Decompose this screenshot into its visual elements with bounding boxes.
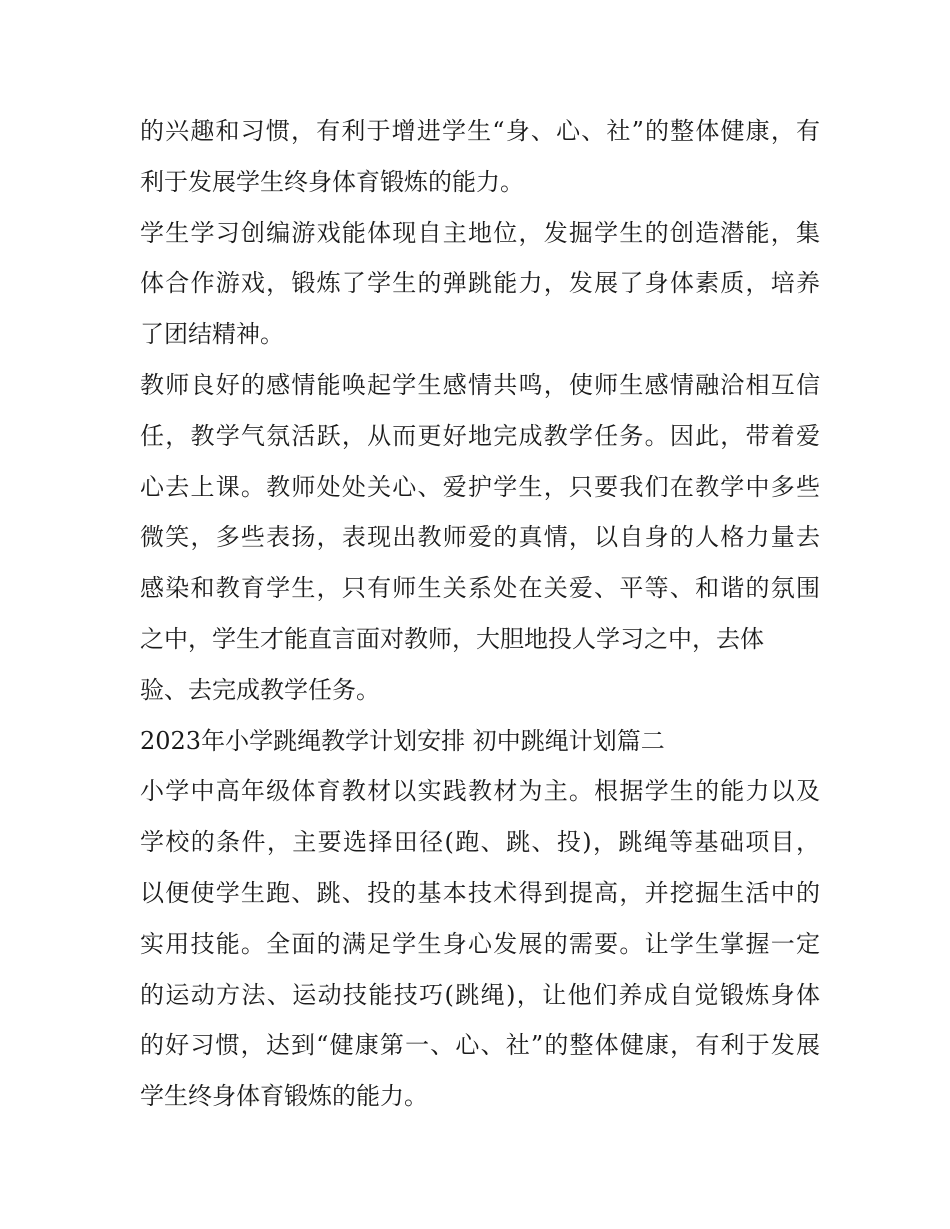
text-line: 学校的条件，主要选择田径(跑、跳、投)，跳绳等基础项目，	[140, 828, 820, 857]
text-line: 感染和教育学生，只有师生关系处在关爱、平等、和谐的氛围	[140, 574, 820, 603]
text-line: 之中，学生才能直言面对教师，大胆地投人学习之中，去体	[140, 624, 764, 653]
document-body	[140, 106, 820, 1122]
text-line: 的兴趣和习惯，有利于增进学生“身、心、社”的整体健康，有	[140, 117, 820, 145]
paragraph-1	[140, 106, 820, 208]
text-line: 的好习惯，达到“健康第一、心、社”的整体健康，有利于发展	[140, 1031, 820, 1060]
text-line: 教师良好的感情能唤起学生感情共鸣，使师生感情融洽相互信	[140, 370, 820, 399]
text-line: 以便使学生跑、跳、投的基本技术得到提高，并挖掘生活中的	[140, 878, 820, 907]
text-line: 学生终身体育锻炼的能力。	[140, 1082, 428, 1111]
paragraph-3	[140, 360, 820, 716]
text-line: 任，教学气氛活跃，从而更好地完成教学任务。因此，带着爱	[140, 421, 820, 450]
section-heading	[140, 716, 820, 767]
heading-line: 2023年小学跳绳教学计划安排 初中跳绳计划篇二	[140, 726, 665, 755]
text-line: 体合作游戏，锻炼了学生的弹跳能力，发展了身体素质，培养	[140, 269, 820, 298]
paragraph-2	[140, 208, 820, 360]
text-line: 的运动方法、运动技能技巧(跳绳)，让他们养成自觉锻炼身体	[140, 980, 820, 1009]
text-line: 心去上课。教师处处关心、爱护学生，只要我们在教学中多些	[140, 472, 820, 501]
text-line: 学生学习创编游戏能体现自主地位，发掘学生的创造潜能，集	[140, 218, 820, 247]
text-line: 验、去完成教学任务。	[140, 675, 380, 704]
text-line: 小学中高年级体育教材以实践教材为主。根据学生的能力以及	[140, 777, 820, 806]
text-line: 利于发展学生终身体育锻炼的能力。	[140, 167, 524, 196]
text-line: 微笑，多些表扬，表现出教师爱的真情，以自身的人格力量去	[140, 523, 820, 552]
paragraph-4	[140, 766, 820, 1122]
text-line: 了团结精神。	[140, 320, 284, 349]
text-line: 实用技能。全面的满足学生身心发展的需要。让学生掌握一定	[140, 929, 820, 958]
